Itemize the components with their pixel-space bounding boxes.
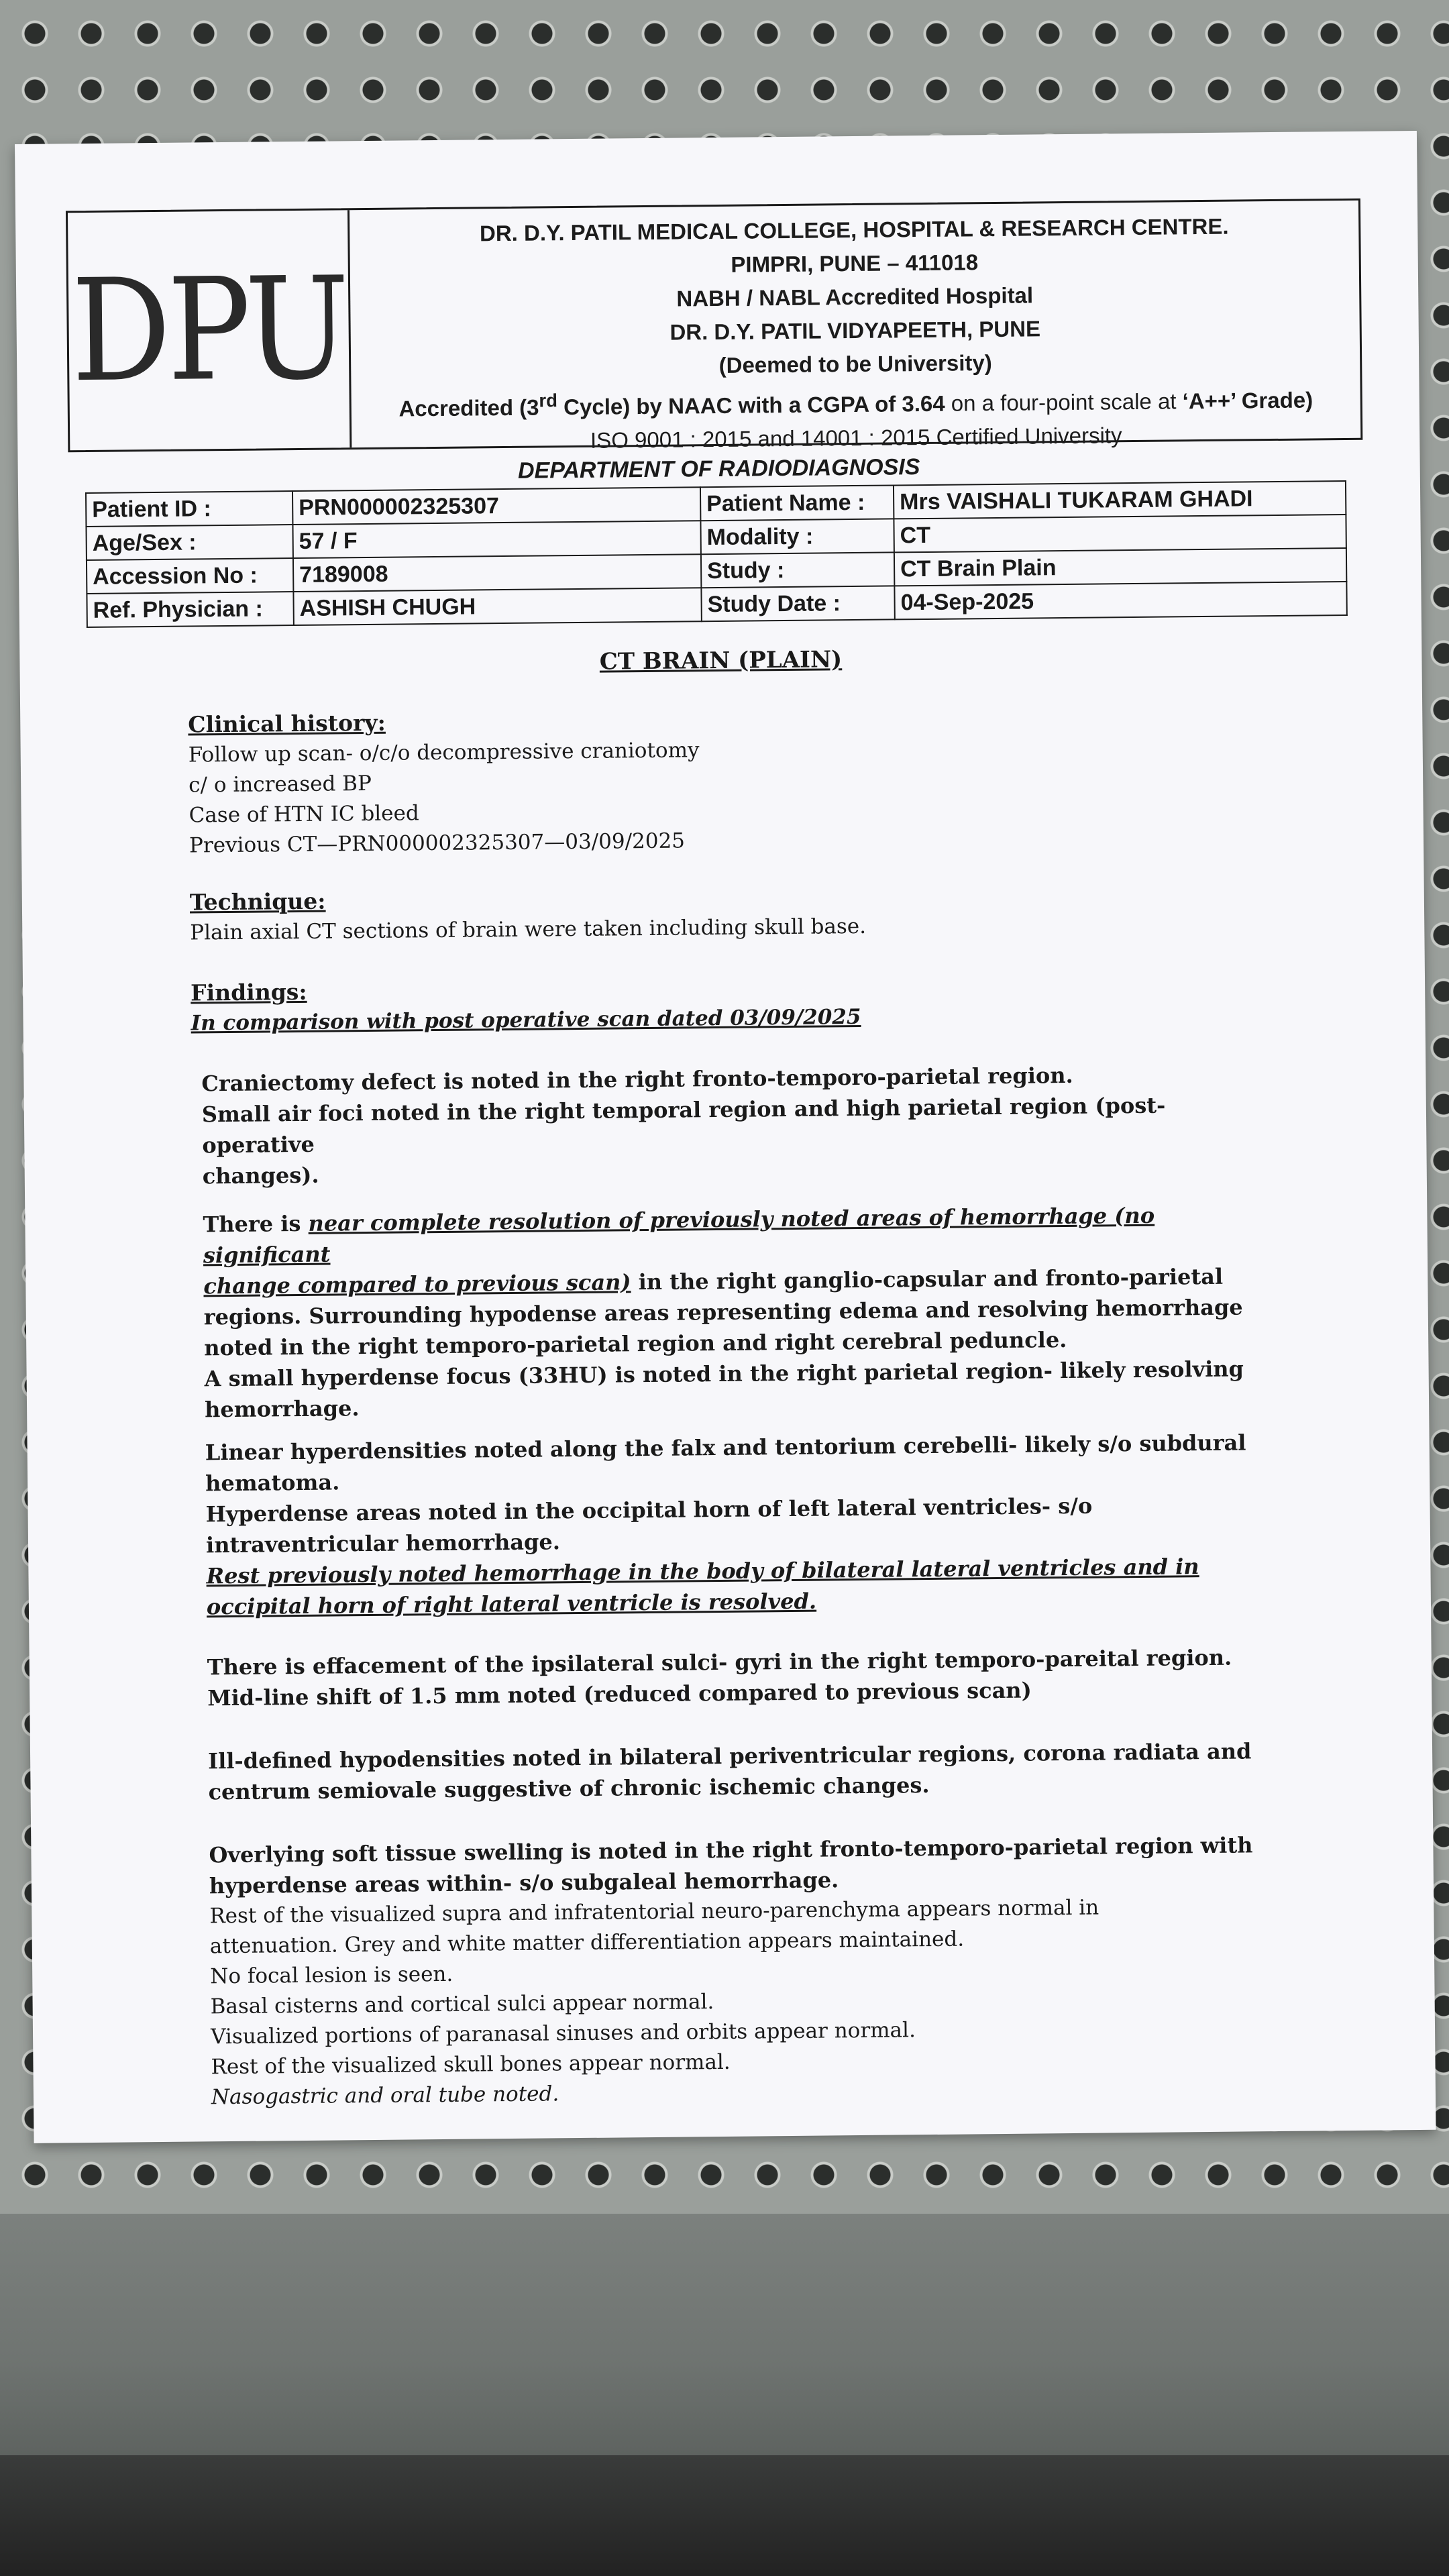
age-sex-label: Age/Sex : [86, 525, 292, 560]
findings-heading: Findings: [190, 978, 307, 1006]
metal-surface-lower [0, 2214, 1449, 2455]
patient-name-label: Patient Name : [700, 485, 894, 521]
age-sex-value: 57 / F [292, 521, 700, 558]
patient-id-value: PRN000002325307 [292, 487, 700, 525]
institution-details [350, 201, 1360, 455]
patient-name-value: Mrs VAISHALI TUKARAM GHADI [894, 481, 1346, 519]
findings-section [191, 967, 1265, 1038]
study-label: Study : [701, 552, 894, 588]
physician-label: Ref. Physician : [87, 592, 293, 627]
technique-heading: Technique: [189, 888, 326, 916]
department-title: DEPARTMENT OF RADIODIAGNOSIS [517, 454, 920, 484]
study-date-value: 04-Sep-2025 [894, 582, 1346, 619]
letterhead [66, 199, 1362, 453]
report-title: CT BRAIN (PLAIN) [599, 646, 843, 676]
technique-section [190, 877, 1264, 948]
university-name: DR. D.Y. PATIL VIDYAPEETH, PUNE [669, 316, 1041, 345]
patient-id-label: Patient ID : [86, 491, 292, 527]
accreditation-line: NABH / NABL Accredited Hospital [676, 282, 1034, 311]
findings-paragraph-7: Rest of the visualized supra and infratentorial neuro-parenchyma appears normal in attenuation. Grey and white matter differentiation appears maintained. No focal lesion is seen. Basal cisterns and cortical sulci appear normal. Visualized portions of paranasal sinuses and orbits appear normal. Rest of the visualized skull bones appear normal. Nasogastric and oral tube noted. [209, 1895, 1099, 2110]
modality-label: Modality : [700, 519, 894, 554]
modality-value: CT [894, 515, 1346, 552]
study-date-label: Study Date : [701, 586, 894, 621]
naac-line: Accredited (3rd Cycle) by NAAC with a CGPA of 3.64 on a four-point scale at ‘A++’ Grade) [398, 387, 1313, 421]
findings-paragraph-5: Ill-defined hypodensities noted in bilateral periventricular regions, corona radiata and centrum semiovale suggestive of chronic ischemic changes. [207, 1738, 1252, 1805]
findings-paragraph-1: Craniectomy defect is noted in the right fronto-temporo-parietal region. Small air foci noted in the right temporal region and high parietal region (post-operative changes). [201, 1062, 1166, 1189]
university-status: (Deemed to be University) [718, 350, 992, 378]
technique-text: Plain axial CT sections of brain were taken including skull base. [190, 914, 867, 945]
findings-paragraph-4: There is effacement of the ipsilateral sulci- gyri in the right temporo-pareital region. Mid-line shift of 1.5 mm noted (reduced compared to previous scan) [207, 1644, 1232, 1711]
clinical-history-section [188, 699, 1263, 861]
clinical-line: Follow up scan- o/c/o decompressive craniotomy [188, 738, 700, 767]
findings-comparison: In comparison with post operative scan dated 03/09/2025 [191, 1004, 861, 1036]
findings-paragraph-6: Overlying soft tissue swelling is noted in the right fronto-temporo-parietal region with hyperdense areas within- s/o subgaleal hemorrhage. [209, 1832, 1253, 1899]
clinical-line: Case of HTN IC bleed [189, 801, 419, 828]
accession-value: 7189008 [293, 554, 701, 592]
report-paper [15, 131, 1436, 2143]
dpu-logo: DPU [70, 246, 347, 414]
clinical-line: Previous CT—PRN000002325307—03/09/2025 [189, 828, 686, 858]
findings-paragraph-3: Linear hyperdensities noted along the falx and tentorium cerebelli- likely s/o subdural hematoma. Hyperdense areas noted in the occipital horn of left lateral ventricles- s/o intraventricular hemorrhage. Rest previously noted hemorrhage in the body of bilateral lateral ventricles and in occipital horn of right lateral ventricle is resolved. [205, 1430, 1246, 1620]
physician-value: ASHISH CHUGH [293, 588, 701, 625]
clinical-line: c/ o increased BP [189, 771, 372, 798]
logo-cell [68, 210, 352, 450]
study-value: CT Brain Plain [894, 548, 1346, 586]
iso-line: ISO 9001 : 2015 and 14001 : 2015 Certified University [590, 423, 1122, 453]
institution-address: PIMPRI, PUNE – 411018 [731, 250, 979, 277]
patient-info-table [85, 480, 1348, 628]
floor-area [0, 2455, 1449, 2576]
institution-name: DR. D.Y. PATIL MEDICAL COLLEGE, HOSPITAL & RESEARCH CENTRE. [479, 213, 1229, 246]
findings-paragraph-2: There is near complete resolution of previously noted areas of hemorrhage (no significant change compared to previous scan) in the right ganglio-capsular and fronto-parietal regions. Surrounding hypodense areas representing edema and resolving hemorrhage noted in the right temporo-parietal region and right cerebral peduncle. A small hyperdense focus (33HU) is noted in the right parietal region- likely resolving hemorrhage. [203, 1202, 1244, 1423]
clinical-history-heading: Clinical history: [188, 709, 386, 738]
accession-label: Accession No : [87, 558, 293, 594]
